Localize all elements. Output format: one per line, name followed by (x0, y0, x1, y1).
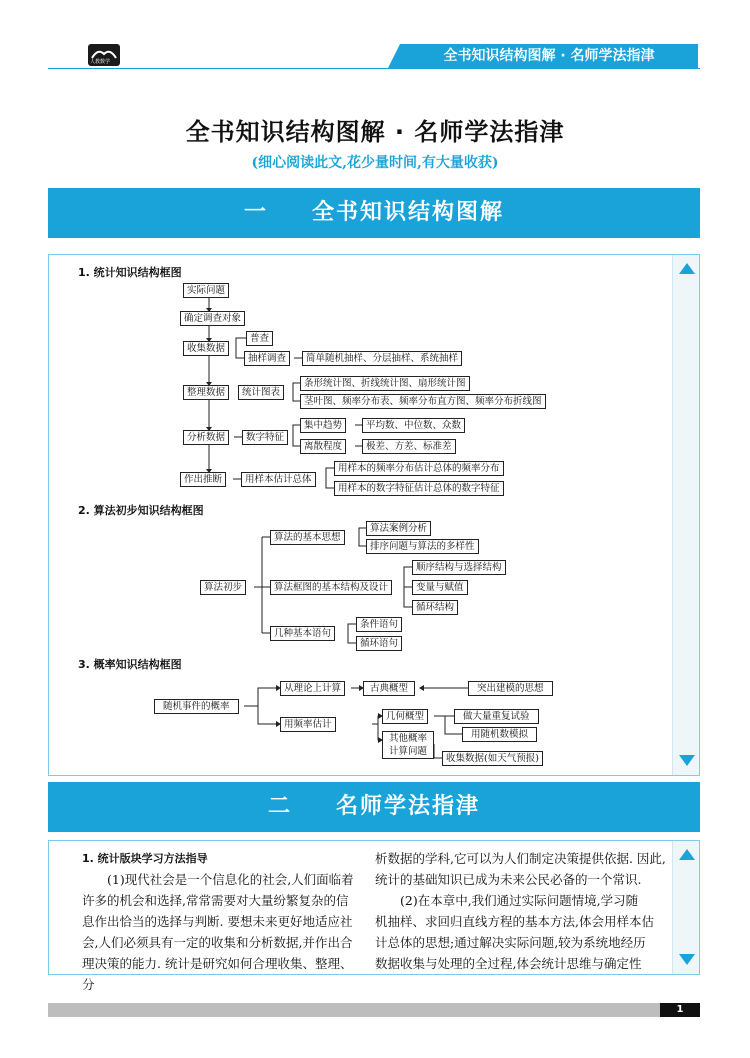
node-make-inference: 作出推断 (180, 472, 226, 487)
section2-banner (48, 782, 700, 832)
guide-right-column (375, 848, 673, 974)
running-title: 全书知识结构图解 · 名师学法指津 (443, 48, 655, 64)
node-repeated-trials: 做大量重复试验 (454, 709, 539, 724)
node-variable-assignment: 变量与赋值 (412, 580, 468, 595)
node-algorithm-root: 算法初步 (200, 580, 246, 595)
node-random-simulation: 用随机数模拟 (462, 727, 537, 742)
diagram3-heading: 3. 概率知识结构框图 (78, 658, 182, 671)
node-loop-structure: 循环结构 (412, 600, 458, 615)
section2-number: 二 (267, 794, 292, 819)
page-title: 全书知识结构图解 · 名师学法指津 (185, 118, 565, 146)
node-organize-data: 整理数据 (183, 385, 229, 400)
node-other-probability: 其他概率计算问题 (382, 731, 434, 759)
node-basic-statements: 几种基本语句 (270, 626, 335, 641)
node-sampling: 抽样调查 (244, 351, 290, 366)
node-collect-data: 收集数据 (183, 341, 229, 356)
guide-right-line: 计总体的思想;通过解决实际问题,较为系统地经历 (375, 935, 646, 950)
node-mean-median-mode: 平均数、中位数、众数 (362, 418, 465, 433)
node-geometric-model: 几何概型 (382, 709, 428, 724)
node-frequency-estimate: 用频率估计 (280, 717, 336, 732)
node-collect-weather-data: 收集数据(如天气预报) (442, 751, 543, 766)
node-loop-statement: 循环语句 (356, 636, 402, 651)
guide-scrollbar[interactable] (672, 841, 699, 974)
node-census: 普查 (246, 331, 273, 346)
node-range-variance-sd: 极差、方差、标准差 (362, 439, 456, 454)
section2-title: 名师学法指津 (336, 794, 481, 819)
node-practical-problem: 实际问题 (183, 283, 229, 298)
guide-heading: 1. 统计版块学习方法指导 (82, 852, 208, 865)
guide-left-line: 会,人们必须具有一定的收集和分析数据,并作出合 (82, 935, 353, 950)
guide-right-line: 统计的基础知识已成为未来公民必备的一个常识. (375, 872, 642, 887)
node-stat-charts: 统计图表 (238, 385, 284, 400)
guide-right-line: 析数据的学科,它可以为人们制定决策提供依据. 因此, (375, 851, 666, 866)
footer-bar (48, 1003, 668, 1017)
node-survey-object: 确定调查对象 (180, 311, 245, 326)
page-subtitle: (细心阅读此文,花少量时间,有大量收获) (251, 155, 499, 171)
node-sorting-diversity: 排序问题与算法的多样性 (366, 539, 479, 554)
node-chart-types-1: 条形统计图、折线统计图、扇形统计图 (300, 376, 470, 391)
guide-left-column (82, 848, 364, 995)
section1-number: 一 (243, 200, 268, 225)
guide-left-line: 息作出恰当的选择与判断. 要想未来更好地适应社 (82, 914, 353, 929)
node-conditional-statement: 条件语句 (356, 617, 402, 632)
guide-left-line: 理决策的能力. 统计是研究如何合理收集、整理、分 (82, 956, 353, 992)
guide-left-line: (1)现代社会是一个信息化的社会,人们面临着 (107, 872, 354, 887)
node-sampling-methods: 简单随机抽样、分层抽样、系统抽样 (302, 351, 462, 366)
node-sample-estimate: 用样本估计总体 (241, 472, 316, 487)
guide-right-line: (2)在本章中,我们通过实际问题情境,学习随 (400, 893, 639, 908)
guide-scroll-down-icon[interactable] (679, 954, 695, 965)
node-numeric-features: 数字特征 (242, 430, 288, 445)
diagram2-heading: 2. 算法初步知识结构框图 (78, 504, 204, 517)
node-algorithm-cases: 算法案例分析 (366, 521, 431, 536)
node-algorithm-idea: 算法的基本思想 (270, 530, 345, 545)
node-flowchart-structures: 算法框图的基本结构及设计 (270, 580, 392, 595)
node-estimate-features: 用样本的数字特征估计总体的数字特征 (334, 481, 504, 496)
node-chart-types-2: 茎叶图、频率分布表、频率分布直方图、频率分布折线图 (300, 394, 546, 409)
guide-right-line: 机抽样、求回归直线方程的基本方法,体会用样本估 (375, 914, 654, 929)
node-analyze-data: 分析数据 (183, 430, 229, 445)
page-number: 1 (660, 1003, 700, 1017)
section1-title: 全书知识结构图解 (312, 200, 505, 225)
node-estimate-distribution: 用样本的频率分布估计总体的频率分布 (334, 461, 504, 476)
logo-text: 人教数学 (90, 59, 111, 65)
guide-scroll-up-icon[interactable] (679, 849, 695, 860)
guide-left-line: 许多的机会和选择,常常需要对大量纷繁复杂的信 (82, 893, 349, 908)
node-theoretical-calc: 从理论上计算 (280, 681, 345, 696)
node-random-event-probability: 随机事件的概率 (154, 699, 239, 714)
node-central-tendency: 集中趋势 (300, 418, 346, 433)
node-dispersion: 离散程度 (300, 439, 346, 454)
node-classical-model: 古典概型 (363, 681, 415, 696)
node-modeling-idea: 突出建模的思想 (468, 681, 553, 696)
guide-right-line: 数据收集与处理的全过程,体会统计思维与确定性 (375, 956, 642, 971)
node-sequence-selection: 顺序结构与选择结构 (412, 560, 506, 575)
diagram1-heading: 1. 统计知识结构框图 (78, 266, 182, 279)
